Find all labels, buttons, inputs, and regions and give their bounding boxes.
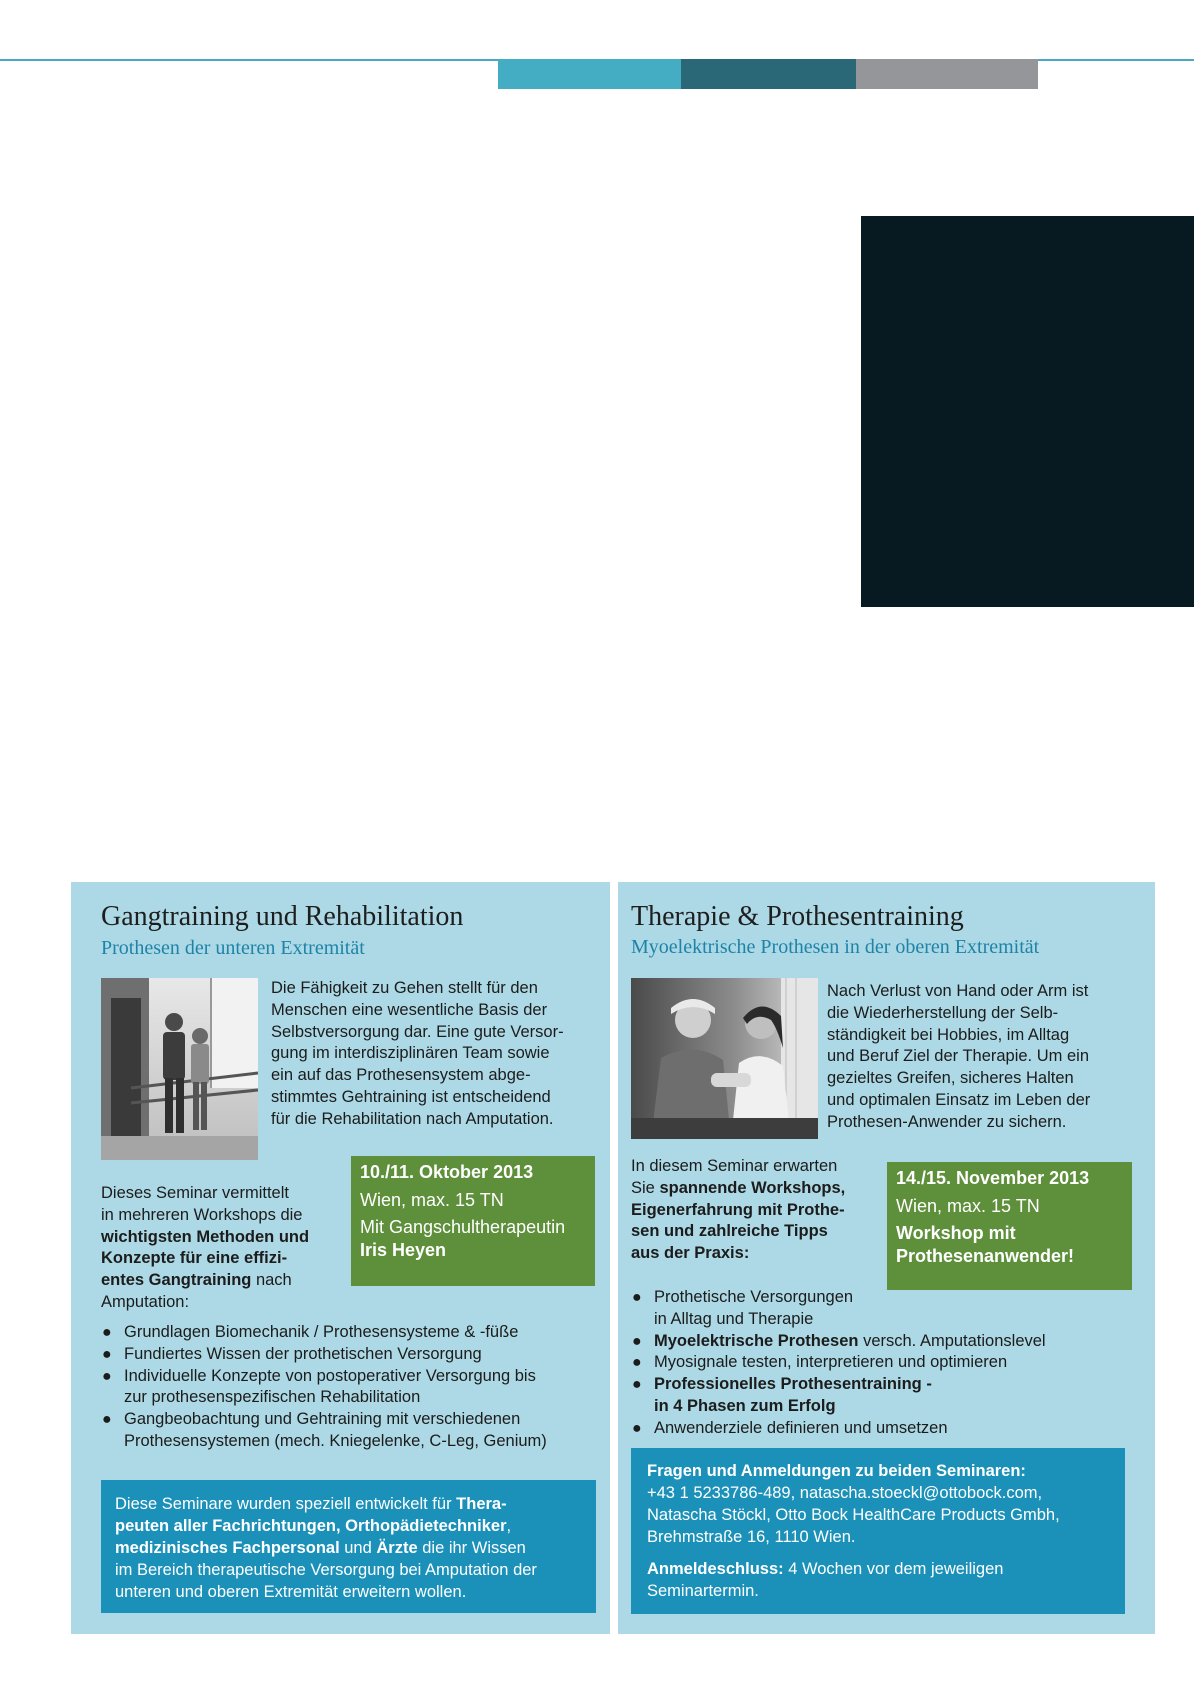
seminar-place: Wien, max. 15 TN xyxy=(360,1190,504,1210)
workshop-note: Prothesenanwender! xyxy=(896,1246,1075,1266)
audience-fragment: die ihr Wissen xyxy=(417,1539,526,1557)
list-item: ● Individuelle Konzepte von postoperativer Versorgung bis zur prothesenspezifischen Rehabilitation xyxy=(101,1366,547,1410)
target-audience-box xyxy=(101,1480,596,1613)
seminar-line: Amputation: xyxy=(101,1292,190,1311)
seminar-trainer-label: Mit Gangschultherapeutin xyxy=(360,1217,566,1237)
seminar-panel-therapie xyxy=(618,882,1155,1634)
date-box-november xyxy=(887,1162,1132,1290)
panel-title: Gangtraining und Rehabilitation xyxy=(101,901,464,932)
intro-line: die Wiederherstellung der Selb- xyxy=(827,1003,1059,1022)
color-bar-gray xyxy=(856,59,1038,89)
list-item: ● Anwenderziele definieren und umsetzen xyxy=(631,1418,1046,1440)
list-item: ● Grundlagen Biomechanik / Prothesensysteme & -füße xyxy=(101,1322,547,1344)
registration-contact: Natascha Stöckl, Otto Bock HealthCare Products Gmbh, xyxy=(647,1506,1060,1524)
intro-line: und optimalen Einsatz im Leben der xyxy=(827,1090,1091,1109)
intro-line: ständigkeit bei Hobbies, im Alltag xyxy=(827,1025,1070,1044)
seminar-trainer-name: Iris Heyen xyxy=(360,1240,447,1260)
deadline-text: Seminartermin. xyxy=(647,1582,759,1600)
intro-line: Nach Verlust von Hand oder Arm ist xyxy=(827,982,1089,1000)
deadline-text: 4 Wochen vor dem jeweiligen xyxy=(783,1560,1004,1578)
seminar-fragment: nach xyxy=(251,1271,292,1290)
list-item-bold: Myoelektrische Prothesen xyxy=(654,1331,859,1350)
intro-line: stimmtes Gehtraining ist entscheidend xyxy=(271,1087,551,1106)
topics-list xyxy=(631,1287,1046,1440)
registration-contact[interactable]: +43 1 5233786-489, natascha.stoeckl@ottobock.com, xyxy=(647,1484,1043,1502)
seminar-line-bold: aus der Praxis: xyxy=(631,1244,750,1263)
registration-box xyxy=(631,1448,1125,1614)
registration-address: Brehmstraße 16, 1110 Wien. xyxy=(647,1528,856,1546)
audience-line: im Bereich therapeutische Versorgung bei Amputation der xyxy=(115,1561,537,1579)
seminar-line-bold: sen und zahlreiche Tipps xyxy=(631,1222,828,1241)
seminar-fragment: Sie xyxy=(631,1178,660,1197)
panel-title: Therapie & Prothesentraining xyxy=(631,901,964,932)
seminar-bold-fragment: spannende Workshops, xyxy=(659,1178,846,1197)
intro-line: für die Rehabilitation nach Amputation. xyxy=(271,1109,554,1128)
audience-bold: peuten aller Fachrichtungen, Orthopädietechniker xyxy=(115,1517,507,1535)
color-bar-light-blue xyxy=(498,59,681,89)
registration-heading: Fragen und Anmeldungen zu beiden Seminaren: xyxy=(647,1462,1026,1480)
photo-gait-training xyxy=(101,978,258,1160)
audience-fragment: Diese Seminare wurden speziell entwickelt für xyxy=(115,1495,457,1513)
seminar-description xyxy=(631,1156,845,1265)
intro-line: Menschen eine wesentliche Basis der xyxy=(271,1000,548,1019)
intro-line: gezieltes Greifen, sicheres Halten xyxy=(827,1069,1074,1088)
intro-text xyxy=(827,981,1090,1134)
seminar-place: Wien, max. 15 TN xyxy=(896,1196,1040,1216)
photo-therapy xyxy=(631,978,818,1139)
seminar-line-bold: Konzepte für eine effizi- xyxy=(101,1249,288,1268)
list-item: ● Myoelektrische Prothesen versch. Amputationslevel xyxy=(632,1331,1046,1350)
audience-fragment: , xyxy=(506,1517,512,1535)
list-item-text: Prothetische Versorgungen xyxy=(654,1288,854,1306)
workshop-note: Workshop mit xyxy=(896,1223,1016,1243)
audience-bold: Thera- xyxy=(456,1495,507,1513)
list-item-text: Gangbeobachtung und Gehtraining mit verschiedenen xyxy=(124,1410,521,1429)
seminar-date: 14./15. November 2013 xyxy=(896,1168,1090,1188)
seminar-line: In diesem Seminar erwarten xyxy=(631,1157,838,1175)
date-box-oktober xyxy=(351,1156,595,1286)
list-item-bold: in 4 Phasen zum Erfolg xyxy=(654,1396,836,1415)
intro-line: Selbstversorgung dar. Eine gute Versor- xyxy=(271,1022,564,1041)
seminar-bold-fragment: entes Gangtraining xyxy=(101,1271,252,1290)
intro-line: Die Fähigkeit zu Gehen stellt für den xyxy=(271,979,538,997)
photo-gait-training-image xyxy=(101,978,258,1160)
seminar-line: in mehreren Workshops die xyxy=(101,1205,303,1224)
seminar-panel-gangtraining xyxy=(71,882,610,1634)
deadline-label: Anmeldeschluss: xyxy=(647,1560,784,1578)
intro-line: ein auf das Prothesensystem abge- xyxy=(271,1066,531,1085)
list-item-bold: Professionelles Prothesentraining - xyxy=(654,1375,932,1394)
topics-list xyxy=(101,1322,547,1453)
dark-image-block xyxy=(861,216,1194,607)
list-item-text: Grundlagen Biomechanik / Prothesensysteme & -füße xyxy=(124,1323,519,1341)
intro-line: Prothesen-Anwender zu sichern. xyxy=(827,1112,1067,1131)
panel-subtitle: Myoelektrische Prothesen in der oberen Extremität xyxy=(631,936,1040,958)
intro-line: und Beruf Ziel der Therapie. Um ein xyxy=(827,1047,1089,1066)
seminar-date: 10./11. Oktober 2013 xyxy=(360,1162,534,1182)
color-bar-dark-teal xyxy=(681,59,856,89)
list-item-text: Anwenderziele definieren und umsetzen xyxy=(654,1418,948,1437)
audience-fragment: und xyxy=(339,1539,377,1557)
list-item-text: Prothesensystemen (mech. Kniegelenke, C-Leg, Genium) xyxy=(124,1431,547,1450)
list-item: ● Professionelles Prothesentraining - in 4 Phasen zum Erfolg xyxy=(631,1374,1046,1418)
list-item: ● Fundiertes Wissen der prothetischen Versorgung xyxy=(101,1344,547,1366)
seminar-line-bold: wichtigsten Methoden und xyxy=(101,1227,310,1246)
list-item-text: zur prothesenspezifischen Rehabilitation xyxy=(124,1388,421,1407)
list-item: ● Gangbeobachtung und Gehtraining mit verschiedenen Prothesensystemen (mech. Kniegelenke, C-Leg, Genium) xyxy=(101,1409,547,1453)
list-item-text: Fundiertes Wissen der prothetischen Versorgung xyxy=(124,1344,482,1363)
audience-line: unteren und oberen Extremität erweitern wollen. xyxy=(115,1583,467,1601)
list-item-text: Myosignale testen, interpretieren und optimieren xyxy=(654,1353,1008,1372)
seminar-line-bold: Eigenerfahrung mit Prothe- xyxy=(631,1200,845,1219)
intro-line: gung im interdisziplinären Team sowie xyxy=(271,1044,550,1063)
list-item: ● Myosignale testen, interpretieren und optimieren xyxy=(631,1352,1046,1374)
photo-therapy-image xyxy=(631,978,818,1139)
seminar-line: Dieses Seminar vermittelt xyxy=(101,1184,289,1202)
list-item-text: versch. Amputationslevel xyxy=(858,1331,1046,1350)
list-item-text: in Alltag und Therapie xyxy=(654,1309,814,1328)
intro-text xyxy=(271,978,564,1131)
list-item: ● Prothetische Versorgungen in Alltag und Therapie xyxy=(631,1287,1046,1331)
list-item-text: Individuelle Konzepte von postoperativer Versorgung bis xyxy=(124,1366,536,1385)
seminar-description xyxy=(101,1183,309,1314)
audience-bold: medizinisches Fachpersonal xyxy=(115,1539,340,1557)
panel-subtitle: Prothesen der unteren Extremität xyxy=(101,937,365,959)
audience-bold: Ärzte xyxy=(376,1539,418,1557)
